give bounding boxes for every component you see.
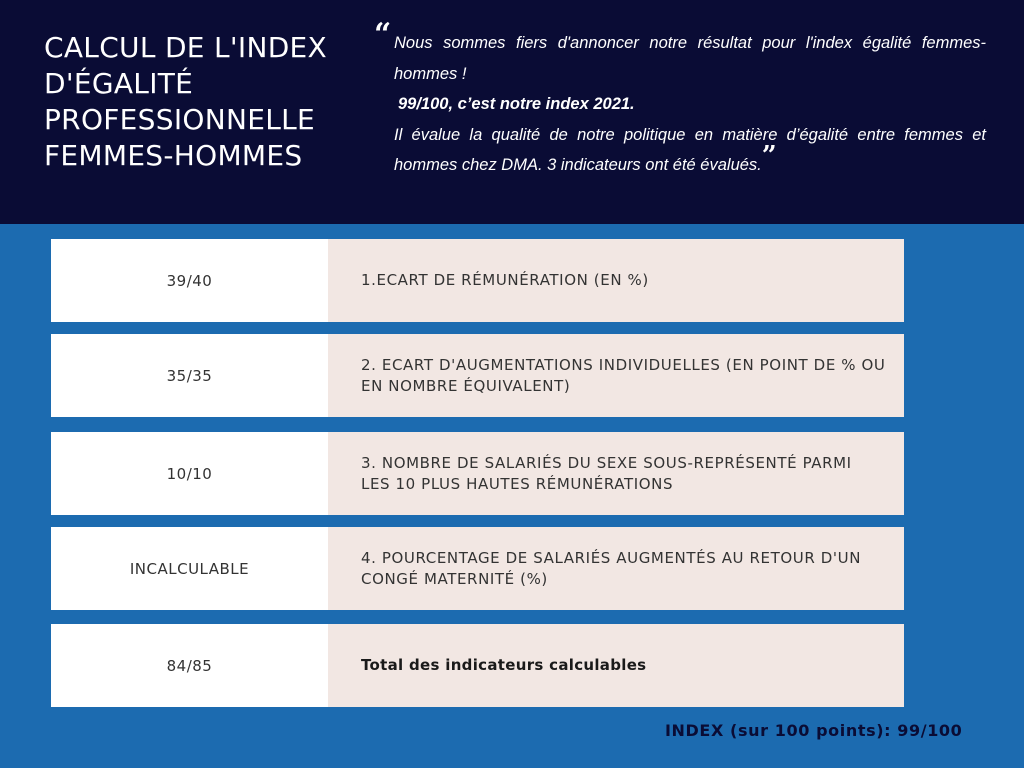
indicator-score: INCALCULABLE xyxy=(51,527,328,610)
indicator-score: 10/10 xyxy=(51,432,328,515)
indicator-row-2 xyxy=(51,334,904,417)
indicator-row-4 xyxy=(51,527,904,610)
total-label: Total des indicateurs calculables xyxy=(328,624,904,707)
indicator-score: 39/40 xyxy=(51,239,328,322)
page-title: CALCUL DE L'INDEX D'ÉGALITÉ PROFESSIONNELLE FEMMES-HOMMES xyxy=(44,31,328,172)
indicator-label: 2. ECART D'AUGMENTATIONS INDIVIDUELLES (EN POINT DE % OU EN NOMBRE ÉQUIVALENT) xyxy=(328,334,904,417)
final-index: INDEX (sur 100 points): 99/100 xyxy=(665,721,963,740)
indicator-label: 1.ECART DE RÉMUNÉRATION (EN %) xyxy=(328,239,904,322)
quote-detail-text: Il évalue la qualité de notre politique en matière d’égalité entre femmes et hommes chez DMA. 3 indicateurs ont été évalués. xyxy=(394,125,986,174)
total-row xyxy=(51,624,904,707)
header-banner xyxy=(0,0,1024,224)
quote-intro: Nous sommes fiers d'annoncer notre résultat pour l'index égalité femmes-hommes ! xyxy=(394,34,986,83)
quote-detail xyxy=(394,120,986,181)
quote-highlight: 99/100, c’est notre index 2021. xyxy=(398,95,635,113)
quote-block xyxy=(394,28,986,181)
open-quote-mark: “ xyxy=(374,17,392,52)
indicator-row-1 xyxy=(51,239,904,322)
total-score: 84/85 xyxy=(51,624,328,707)
indicator-label: 3. NOMBRE DE SALARIÉS DU SEXE SOUS-REPRÉSENTÉ PARMI LES 10 PLUS HAUTES RÉMUNÉRATIONS xyxy=(328,432,904,515)
close-quote-mark: ” xyxy=(761,141,777,171)
indicator-label: 4. POURCENTAGE DE SALARIÉS AUGMENTÉS AU RETOUR D'UN CONGÉ MATERNITÉ (%) xyxy=(328,527,904,610)
indicator-score: 35/35 xyxy=(51,334,328,417)
indicator-row-3 xyxy=(51,432,904,515)
